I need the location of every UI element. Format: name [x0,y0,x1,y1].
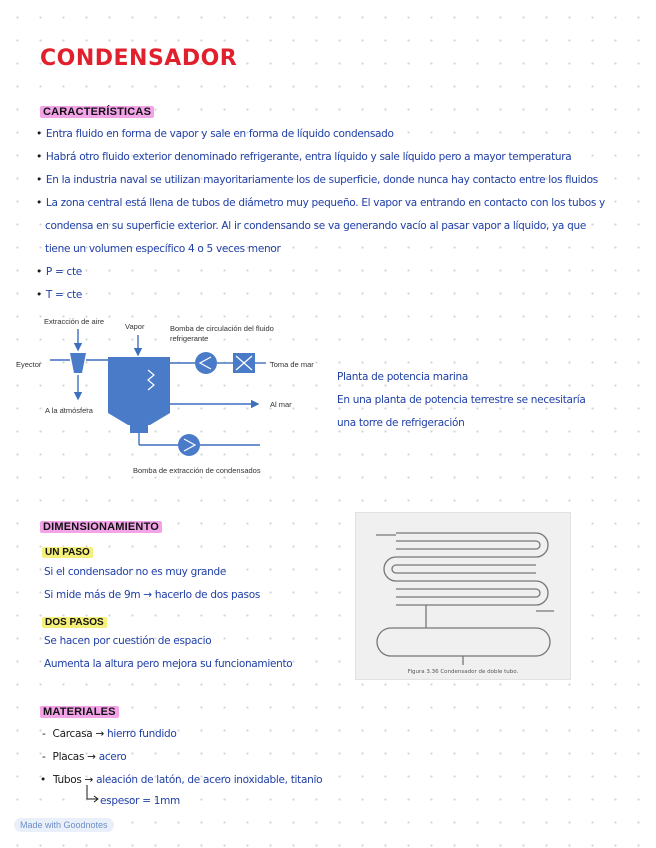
text-line: Si el condensador no es muy grande [44,566,227,578]
list-item: • P = cte [36,266,82,278]
diagram-label: refrigerante [170,334,209,343]
figure-caption: Figura 3.36 Condensador de doble tubo. [407,669,519,675]
list-item: - Placas → acero [42,751,126,763]
diagram-label: A la atmósfera [45,406,93,415]
figure-double-tube-condenser [355,512,571,680]
subheading-un-paso: UN PASO [42,542,93,560]
list-sub-item: espesor = 1mm [100,795,180,807]
diagram-label: Bomba de extracción de condensados [133,466,261,475]
diagram-label: Eyector [16,360,42,369]
figure-drawing [356,513,570,679]
list-item: • T = cte [36,289,82,301]
note-line: Planta de potencia marina [337,371,468,383]
section-heading-materiales: MATERIALES [40,702,119,720]
made-with-badge: Made with Goodnotes [14,818,114,832]
page-title: CONDENSADOR [40,46,238,71]
subheading-dos-pasos: DOS PASOS [42,612,107,630]
diagram-label: Bomba de circulación del fluido [170,324,274,333]
text-line: Si mide más de 9m → hacerlo de dos pasos [44,589,260,601]
list-item: • En la industria naval se utilizan mayoritariamente los de superficie, donde nunca hay contacto entre los fluidos [36,174,598,186]
list-item: • La zona central está llena de tubos de diámetro muy pequeño. El vapor va entrando en contacto con los tubos y [36,197,605,209]
note-line: una torre de refrigeración [337,417,465,429]
list-item: - Carcasa → hierro fundido [42,728,177,740]
diagram-label: Toma de mar [270,360,314,369]
diagram-label: Vapor [125,322,145,331]
condensate-pump-shape [178,434,200,456]
list-item-continuation: condensa en su superficie exterior. Al ir condensando se va generando vacío al pasar vapor a líquido, ya que [45,220,586,232]
text-line: Se hacen por cuestión de espacio [44,635,212,647]
list-item: • Entra fluido en forma de vapor y sale en forma de líquido condensado [36,128,394,140]
text-line: Aumenta la altura pero mejora su funcionamiento [44,658,293,670]
section-heading-caracteristicas: CARACTERÍSTICAS [40,102,154,120]
branch-arrow-icon [84,784,100,804]
condenser-shape [108,357,170,425]
list-item-continuation: tiene un volumen específico 4 o 5 veces menor [45,243,281,255]
list-item: • Tubos → aleación de latón, de acero inoxidable, titanio [40,774,322,786]
circulation-pump-shape [195,352,217,374]
section-heading-dimensionamiento: DIMENSIONAMIENTO [40,517,162,535]
ejector-shape [70,353,86,373]
list-item: • Habrá otro fluido exterior denominado refrigerante, entra líquido y sale líquido pero a mayor temperatura [36,151,571,163]
diagram-label: Al mar [270,400,292,409]
diagram-label: Extracción de aire [44,317,105,326]
note-line: En una planta de potencia terrestre se necesitaría [337,394,586,406]
